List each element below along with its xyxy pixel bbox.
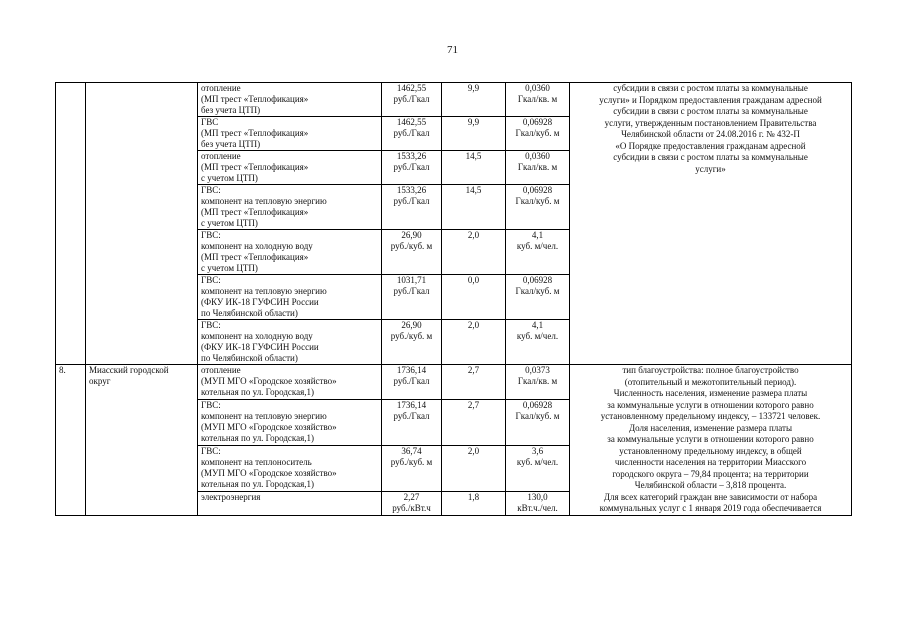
norm-line: куб. м/чел. — [516, 331, 559, 341]
service-cell — [198, 320, 382, 365]
norm-line: 0,0360 — [525, 83, 550, 93]
note-line: «О Порядке предоставления гражданам адресной — [615, 140, 806, 151]
norm-line: 0,06928 — [522, 275, 553, 285]
service-cell — [198, 399, 382, 445]
service-line: ГВС: — [201, 275, 221, 285]
tariff-line: руб./Гкал — [393, 128, 430, 138]
service-cell — [198, 230, 382, 275]
norm-cell — [506, 275, 570, 320]
service-line: с учетом ЦТП) — [201, 173, 258, 183]
tariff-cell — [382, 399, 442, 445]
page-number: 71 — [447, 44, 458, 56]
norm-cell — [506, 151, 570, 185]
tariff-line: руб./Гкал — [393, 286, 430, 296]
row-number-cell — [56, 83, 86, 365]
municipality-line: округ — [89, 376, 111, 386]
service-line: ГВС: — [201, 320, 221, 330]
service-cell — [198, 365, 382, 400]
norm-line: 3,6 — [531, 445, 544, 456]
tariff-cell — [382, 83, 442, 117]
norm-cell — [506, 83, 570, 117]
norm-line: Гкал/куб. м — [515, 196, 560, 206]
tariff-line: 1031,71 — [396, 275, 427, 285]
service-line: отопление — [201, 151, 241, 161]
service-cell — [198, 275, 382, 320]
note-line: установленному предельному индексу, – 133721 человек. — [600, 411, 821, 421]
norm-line: 4,1 — [531, 320, 544, 330]
note-line: коммунальных услуг с 1 января 2019 года обеспечивается — [599, 503, 822, 513]
tariff-line: руб./Гкал — [393, 162, 430, 172]
note-line: субсидии в связи с ростом платы за коммунальные — [613, 152, 808, 162]
norm-cell — [506, 185, 570, 230]
tariff-cell — [382, 185, 442, 230]
norm-line: куб. м/чел. — [516, 456, 559, 467]
percent-cell: 0,0 — [442, 275, 506, 320]
percent-cell: 9,9 — [442, 83, 506, 117]
tariff-cell — [382, 151, 442, 185]
note-cell — [570, 365, 852, 516]
note-line: (отопительный и межотопительный период). — [624, 376, 797, 387]
tariff-cell — [382, 445, 442, 491]
norm-line: Гкал/куб. м — [515, 286, 560, 296]
municipality-cell — [86, 365, 198, 516]
tariff-line: 1462,55 — [396, 83, 427, 93]
service-line: ГВС: — [201, 399, 221, 410]
tariff-line: руб./куб. м — [390, 456, 433, 467]
norm-cell — [506, 117, 570, 151]
percent-cell: 9,9 — [442, 117, 506, 151]
service-line: компонент на холодную воду — [201, 331, 313, 341]
service-line: без учета ЦТП) — [201, 105, 261, 115]
service-line: ГВС: — [201, 230, 221, 240]
service-line: котельная по ул. Городская,1) — [201, 478, 315, 489]
note-line: услуги» — [695, 163, 726, 174]
norm-line: Гкал/кв. м — [517, 94, 558, 104]
service-cell — [198, 491, 382, 515]
service-line: (МП трест «Теплофикация» — [201, 162, 309, 172]
norm-line: 130,0 — [527, 491, 548, 502]
service-line: (МП трест «Теплофикация» — [201, 207, 309, 217]
percent-cell: 2,7 — [442, 365, 506, 400]
note-line: численности населения на территории Миасского — [614, 457, 807, 467]
percent-cell: 1,8 — [442, 491, 506, 515]
norm-line: 0,06928 — [522, 185, 553, 195]
note-line: тип благоустройства: полное благоустройство — [622, 365, 799, 375]
norm-cell — [506, 320, 570, 365]
norm-cell — [506, 230, 570, 275]
service-line: с учетом ЦТП) — [201, 263, 258, 273]
norm-cell — [506, 445, 570, 491]
service-line: отопление — [201, 83, 241, 93]
service-line: компонент на холодную воду — [201, 241, 313, 251]
service-cell — [198, 185, 382, 230]
service-cell — [198, 83, 382, 117]
tariff-line: руб./Гкал — [393, 196, 430, 206]
norm-line: Гкал/куб. м — [515, 410, 560, 421]
norm-line: 0,06928 — [522, 399, 553, 410]
tariff-table — [55, 82, 852, 516]
tariff-cell — [382, 275, 442, 320]
note-line: за коммунальные услуги в отношении которого равно — [607, 399, 814, 410]
service-line: (МП трест «Теплофикация» — [201, 252, 309, 262]
percent-cell: 2,7 — [442, 399, 506, 445]
service-line: по Челябинской области) — [201, 353, 298, 363]
service-line: компонент на теплоноситель — [201, 456, 312, 467]
note-line: Челябинской области – 3,818 процента. — [634, 480, 787, 490]
service-line: (МУП МГО «Городское хозяйство» — [201, 467, 337, 478]
tariff-cell — [382, 365, 442, 400]
tariff-cell — [382, 117, 442, 151]
service-line: (МП трест «Теплофикация» — [201, 128, 309, 138]
municipality-line: Миасский городской — [89, 365, 169, 375]
norm-line: Гкал/кв. м — [517, 162, 558, 172]
note-line: субсидии в связи с ростом платы за коммунальные — [613, 106, 808, 116]
tariff-line: руб./Гкал — [393, 376, 430, 386]
municipality-cell — [86, 83, 198, 365]
percent-cell: 2,0 — [442, 320, 506, 365]
percent-cell: 14,5 — [442, 185, 506, 230]
service-line: (МУП МГО «Городское хозяйство» — [201, 421, 337, 432]
norm-line: 0,06928 — [522, 117, 553, 127]
tariff-line: 1533,26 — [396, 185, 427, 195]
service-line: отопление — [201, 365, 241, 375]
service-line: (ФКУ ИК-18 ГУФСИН России — [201, 297, 319, 307]
norm-line: Гкал/куб. м — [515, 128, 560, 138]
tariff-cell — [382, 320, 442, 365]
percent-cell: 2,0 — [442, 230, 506, 275]
tariff-line: руб./Гкал — [393, 94, 430, 104]
tariff-line: 26,90 — [401, 230, 422, 240]
note-line: за коммунальные услуги в отношении которого равно — [607, 434, 814, 444]
service-cell — [198, 445, 382, 491]
note-line: Челябинской области от 24.08.2016 г. № 432-П — [621, 129, 800, 139]
note-line: Доля населения, изменение размера платы — [628, 422, 793, 433]
service-line: ГВС — [201, 117, 219, 127]
norm-line: 0,0360 — [525, 151, 550, 161]
note-line: Для всех категорий граждан вне зависимости от набора — [603, 491, 818, 502]
note-line: Численность населения, изменение размера платы — [613, 388, 808, 398]
service-line: (ФКУ ИК-18 ГУФСИН России — [201, 342, 319, 352]
service-line: без учета ЦТП) — [201, 139, 261, 149]
norm-line: 0,0373 — [525, 365, 550, 375]
tariff-cell — [382, 491, 442, 515]
tariff-line: руб./Гкал — [393, 410, 430, 421]
tariff-line: 2,27 — [403, 491, 420, 502]
service-line: ГВС: — [201, 445, 221, 456]
tariff-cell — [382, 230, 442, 275]
norm-cell — [506, 399, 570, 445]
tariff-line: 36,74 — [401, 445, 422, 456]
table-row — [56, 83, 852, 117]
tariff-line: 1462,55 — [396, 117, 427, 127]
tariff-line: 1736,14 — [396, 399, 427, 410]
tariff-line: 1533,26 — [396, 151, 427, 161]
service-line: компонент на тепловую энергию — [201, 286, 327, 296]
service-line: ГВС: — [201, 185, 221, 195]
norm-cell — [506, 365, 570, 400]
tariff-line: 1736,14 — [396, 365, 427, 375]
tariff-line: руб./куб. м — [390, 331, 433, 341]
service-cell — [198, 151, 382, 185]
service-line: компонент на тепловую энергию — [201, 410, 327, 421]
percent-cell: 2,0 — [442, 445, 506, 491]
norm-line: куб. м/чел. — [516, 241, 559, 251]
service-line: (МУП МГО «Городское хозяйство» — [201, 376, 337, 386]
table-row — [56, 365, 852, 400]
service-cell — [198, 117, 382, 151]
service-line: по Челябинской области) — [201, 308, 298, 318]
note-line: установленному предельному индексу, в общей — [619, 445, 802, 456]
service-line: котельная по ул. Городская,1) — [201, 387, 315, 397]
note-line: городского округа – 79,84 процента; на территории — [612, 468, 809, 479]
tariff-line: руб./куб. м — [390, 241, 433, 251]
tariff-line: 26,90 — [401, 320, 422, 330]
tariff-line: руб./кВт.ч — [392, 502, 431, 513]
service-line: электроэнергия — [201, 491, 261, 502]
service-line: (МП трест «Теплофикация» — [201, 94, 309, 104]
service-line: компонент на тепловую энергию — [201, 196, 327, 206]
service-line: с учетом ЦТП) — [201, 218, 258, 228]
row-number-cell: 8. — [56, 365, 86, 516]
norm-line: 4,1 — [531, 230, 544, 240]
note-line: субсидии в связи с ростом платы за коммунальные — [613, 83, 808, 93]
note-line: услуги, утвержденным постановлением Правительства — [604, 117, 817, 128]
percent-cell: 14,5 — [442, 151, 506, 185]
norm-line: кВт.ч./чел. — [517, 502, 558, 513]
note-cell — [570, 83, 852, 365]
norm-cell — [506, 491, 570, 515]
service-line: котельная по ул. Городская,1) — [201, 432, 315, 443]
note-line: услуги» и Порядком предоставления гражданам адресной — [599, 94, 822, 105]
norm-line: Гкал/кв. м — [517, 376, 558, 386]
